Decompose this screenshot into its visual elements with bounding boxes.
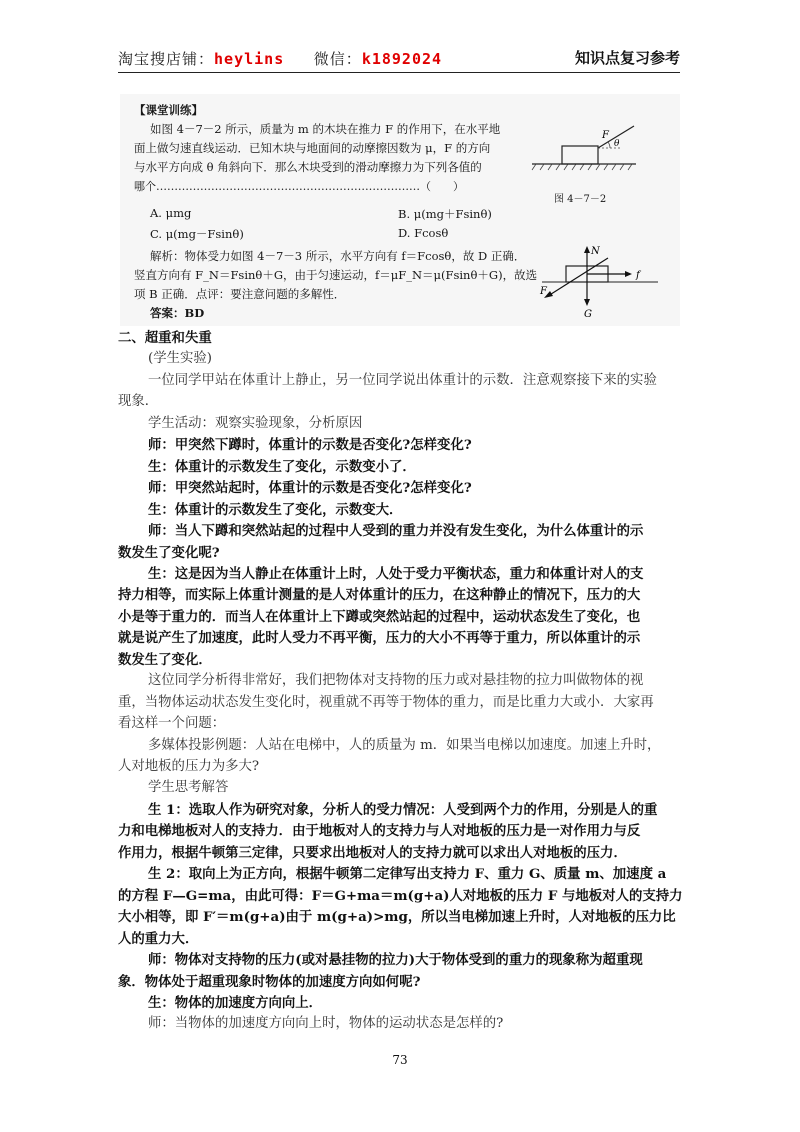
shop-label: 淘宝搜店铺： bbox=[118, 50, 215, 68]
text-line: 学生思考解答 bbox=[148, 780, 229, 796]
text-line: (学生实验) bbox=[148, 351, 213, 367]
text-line: 就是说产生了加速度，此时人受力不再平衡，压力的大小不再等于重力，所以体重计的示 bbox=[118, 630, 641, 647]
figure-caption: 图 4－7－2 bbox=[554, 194, 607, 205]
option-b: B. μ(mg＋Fsinθ) bbox=[398, 207, 492, 221]
answer: 答案：BD bbox=[150, 306, 205, 320]
text-line: 现象． bbox=[118, 394, 159, 410]
text-line: 象．物体处于超重现象时物体的加速度方向如何呢? bbox=[118, 973, 421, 990]
fig1-label-f: F bbox=[602, 130, 609, 141]
section-heading: 二、超重和失重 bbox=[118, 330, 212, 346]
text-line: 持力相等，而实际上体重计测量的是人对体重计的压力，在这种静止的情况下，压力的大 bbox=[118, 587, 641, 604]
wechat-label: 微信： bbox=[313, 50, 362, 68]
option-a: A. μmg bbox=[150, 206, 192, 220]
text-line: 人的重力大． bbox=[118, 930, 199, 947]
fig2-label-f-friction: f bbox=[636, 270, 640, 281]
text-line: 学生活动：观察实验现象，分析原因 bbox=[148, 415, 363, 431]
text-line: 师：物体对支持物的压力(或对悬挂物的拉力)大于物体受到的重力的现象称为超重现 bbox=[148, 952, 643, 969]
wechat-id: k1892024 bbox=[361, 50, 443, 68]
text-line: 的方程 F—G=ma，由此可得：F＝G+ma＝m(g+a)人对地板的压力 F 与地板对人的支持力 bbox=[118, 887, 683, 904]
text-line: 人对地板的压力为多大? bbox=[118, 759, 260, 774]
text-line: 师：甲突然站起时，体重计的示数是否变化?怎样变化? bbox=[148, 480, 472, 497]
text-line: 看这样一个问题： bbox=[118, 716, 226, 732]
text-line: 生：这是因为当人静止在体重计上时，人处于受力平衡状态，重力和体重计对人的支 bbox=[148, 565, 644, 582]
exercise-scan bbox=[120, 94, 680, 326]
page-number: 73 bbox=[392, 1053, 408, 1067]
text-line: 生：体重计的示数发生了变化，示数变小了． bbox=[148, 458, 416, 475]
fig2-label-f-push: F bbox=[540, 286, 547, 297]
exercise-section-label: 【课堂训练】 bbox=[134, 103, 203, 117]
text-line: 数发生了变化． bbox=[118, 651, 212, 668]
text-line: 作用力，根据牛顿第三定律，只要求出地板对人的支持力就可以求出人对地板的压力． bbox=[118, 844, 627, 861]
shop-info bbox=[118, 48, 442, 69]
question-line-4: 哪个………………………………………………………………（ ） bbox=[134, 180, 464, 193]
page-header bbox=[118, 44, 680, 73]
text-line: 师：当物体的加速度方向向上时，物体的运动状态是怎样的? bbox=[148, 1016, 504, 1032]
option-d: D. Fcosθ bbox=[398, 226, 449, 240]
text-line: 数发生了变化呢? bbox=[118, 544, 220, 561]
text-line: 生：体重计的示数发生了变化，示数变大． bbox=[148, 501, 403, 518]
figure-force-diagram bbox=[538, 244, 662, 320]
text-line: 生 2：取向上为正方向，根据牛顿第二定律写出支持力 F、重力 G、质量 m、加速度 a bbox=[148, 866, 667, 883]
text-line: 重，当物体运动状态发生变化时，视重就不再等于物体的重力，而是比重力大或小．大家再 bbox=[118, 694, 654, 710]
text-line: 一位同学甲站在体重计上静止，另一位同学说出体重计的示数．注意观察接下来的实验 bbox=[148, 372, 657, 388]
question-line-3: 与水平方向成 θ 角斜向下．那么木块受到的滑动摩擦力为下列各值的 bbox=[134, 160, 482, 174]
header-title: 知识点复习参考 bbox=[574, 49, 680, 67]
fig2-label-n: N bbox=[591, 246, 600, 257]
text-line: 师：当人下蹲和突然站起的过程中人受到的重力并没有发生变化，为什么体重计的示 bbox=[148, 523, 644, 540]
question-line-2: 面上做匀速直线运动．已知木块与地面间的动摩擦因数为 μ，F 的方向 bbox=[134, 141, 491, 155]
text-line: 多媒体投影例题：人站在电梯中，人的质量为 m．如果当电梯以加速度。加速上升时， bbox=[148, 737, 661, 753]
analysis-line-2: 竖直方向有 F_N＝Fsinθ＋G，由于匀速运动，f＝μF_N＝μ(Fsinθ＋G)，故选 bbox=[134, 268, 538, 282]
analysis-line-3: 项 B 正确．点评：要注意问题的多解性． bbox=[134, 287, 346, 301]
text-line: 力和电梯地板对人的支持力．由于地板对人的支持力与人对地板的压力是一对作用力与反 bbox=[118, 823, 641, 840]
question-line-1: 如图 4－7－2 所示，质量为 m 的木块在推力 F 的作用下，在水平地 bbox=[150, 122, 501, 136]
text-line: 大小相等，即 F′＝m(g+a)由于 m(g+a)>mg，所以当电梯加速上升时，人对地板的压力比 bbox=[118, 909, 676, 926]
text-line: 小是等于重力的．而当人在体重计上下蹲或突然站起的过程中，运动状态发生了变化，也 bbox=[118, 608, 641, 625]
text-line: 这位同学分析得非常好，我们把物体对支持物的压力或对悬挂物的拉力叫做物体的视 bbox=[148, 673, 644, 689]
figure-block-push bbox=[530, 122, 640, 174]
text-line: 生 1：选取人作为研究对象，分析人的受力情况：人受到两个力的作用，分别是人的重 bbox=[148, 801, 658, 818]
fig1-label-theta: θ bbox=[614, 139, 620, 149]
text-line: 生：物体的加速度方向向上． bbox=[148, 994, 323, 1011]
fig2-label-g: G bbox=[584, 309, 592, 320]
option-c: C. μ(mg－Fsinθ) bbox=[150, 227, 244, 241]
shop-name: heylins bbox=[214, 50, 285, 68]
text-line: 师：甲突然下蹲时，体重计的示数是否变化?怎样变化? bbox=[148, 437, 472, 454]
analysis-line-1: 解析：物体受力如图 4－7－3 所示，水平方向有 f＝Fcosθ，故 D 正确． bbox=[150, 249, 526, 263]
